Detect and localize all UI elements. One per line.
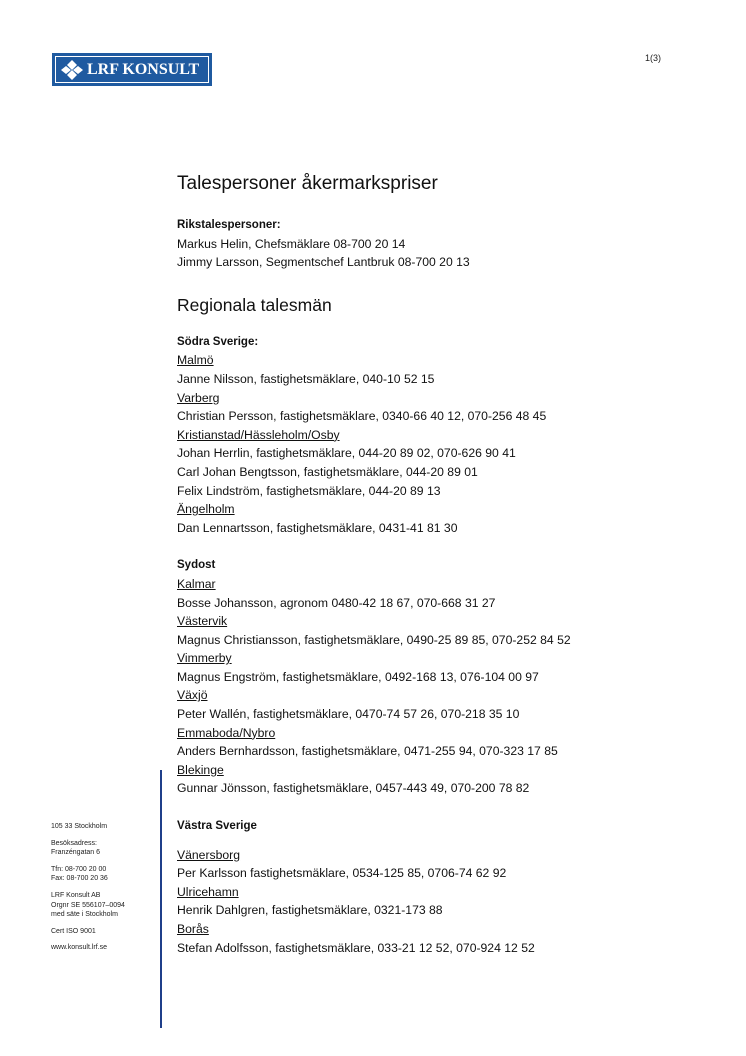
contact-person: Per Karlsson fastighetsmäklare, 0534-125 85, 0706-74 62 92: [177, 866, 507, 881]
document-body: [177, 172, 717, 957]
contact-person: Dan Lennartsson, fastighetsmäklare, 0431-41 81 30: [177, 520, 458, 535]
city-name: Emmaboda/Nybro: [177, 725, 276, 740]
contact-person: Christian Persson, fastighetsmäklare, 0340-66 40 12, 070-256 48 45: [177, 409, 547, 424]
city-name: Västervik: [177, 614, 228, 629]
city-name: Malmö: [177, 353, 214, 368]
city-name: Ulricehamn: [177, 884, 239, 899]
logo-text: LRF KONSULT: [87, 60, 200, 78]
contact-person: Bosse Johansson, agronom 0480-42 18 67, 070-668 31 27: [177, 595, 496, 610]
visit-street: Franzéngatan 6: [51, 849, 101, 857]
contact-person: Johan Herrlin, fastighetsmäklare, 044-20 89 02, 070-626 90 41: [177, 446, 516, 461]
postal-address: 105 33 Stockholm: [51, 823, 108, 830]
phone-number: Tfn: 08-700 20 00: [51, 865, 107, 873]
org-number: Orgnr SE 556107–0094: [51, 901, 125, 909]
city-name: Kristianstad/Hässleholm/Osby: [177, 427, 340, 442]
page-title: Talespersoner åkermarkspriser: [177, 173, 438, 194]
contact-person: Magnus Christiansson, fastighetsmäklare, 0490-25 89 85, 070-252 84 52: [177, 632, 571, 647]
fax-number: Fax: 08-700 20 36: [51, 875, 108, 883]
national-person: Jimmy Larsson, Segmentschef Lantbruk 08-700 20 13: [177, 255, 470, 270]
section-gap: [177, 537, 717, 556]
city-name: Växjö: [177, 688, 208, 703]
contact-person: Gunnar Jönsson, fastighetsmäklare, 0457-443 49, 070-200 78 82: [177, 781, 530, 796]
lrf-konsult-logo: [52, 53, 212, 86]
contact-person: Henrik Dahlgren, fastighetsmäklare, 0321-173 88: [177, 903, 443, 918]
visit-label: Besöksadress:: [51, 839, 97, 847]
company-footer: [51, 822, 151, 960]
city-name: Borås: [177, 922, 209, 936]
national-person: Markus Helin, Chefsmäklare 08-700 20 14: [177, 236, 406, 251]
section-gap: [177, 798, 717, 817]
city-name: Kalmar: [177, 576, 216, 591]
contact-person: Peter Wallén, fastighetsmäklare, 0470-74 57 26, 070-218 35 10: [177, 707, 520, 722]
city-name: Varberg: [177, 390, 220, 405]
regional-title: Regionala talesmän: [177, 294, 332, 315]
website: www.konsult.lrf.se: [51, 944, 108, 952]
company-name: LRF Konsult AB: [51, 891, 101, 899]
diamond-logo-icon: [60, 59, 84, 81]
contact-person: Felix Lindström, fastighetsmäklare, 044-20 89 13: [177, 483, 441, 498]
national-label: Rikstalespersoner:: [177, 219, 281, 231]
region-label: Sydost: [177, 559, 216, 572]
region-label: Västra Sverige: [177, 820, 257, 833]
city-name: Vänersborg: [177, 847, 241, 862]
contact-person: Janne Nilsson, fastighetsmäklare, 040-10 52 15: [177, 371, 435, 386]
city-name: Ängelholm: [177, 502, 235, 517]
city-name: Blekinge: [177, 762, 224, 777]
contact-person: Magnus Engström, fastighetsmäklare, 0492-168 13, 076-104 00 97: [177, 669, 539, 684]
city-name: Vimmerby: [177, 651, 232, 666]
certification: Cert ISO 9001: [51, 927, 96, 935]
sidebar-divider: [160, 770, 162, 1028]
region-label: Södra Sverige:: [177, 335, 259, 348]
label-gap: [177, 836, 717, 846]
contact-person: Stefan Adolfsson, fastighetsmäklare, 033-21 12 52, 070-924 12 52: [177, 940, 535, 955]
page-number: 1(3): [645, 53, 662, 63]
company-seat: med säte i Stockholm: [51, 911, 118, 919]
contact-person: Anders Bernhardsson, fastighetsmäklare, 0471-255 94, 070-323 17 85: [177, 744, 558, 759]
contact-person: Carl Johan Bengtsson, fastighetsmäklare, 044-20 89 01: [177, 464, 478, 479]
